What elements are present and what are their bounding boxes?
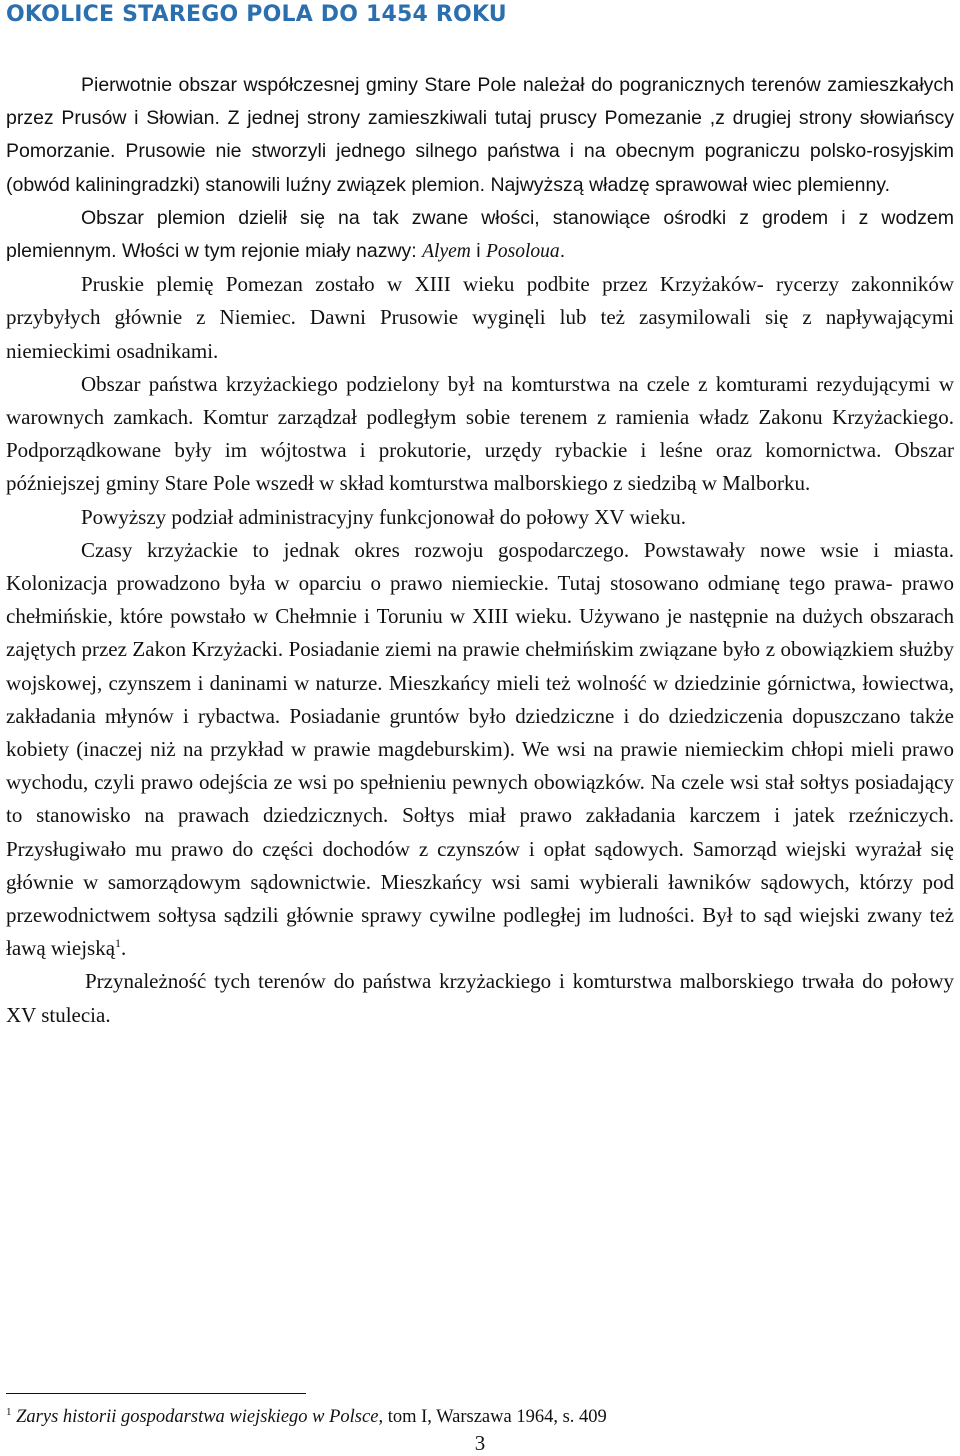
paragraph-2-text: Obszar plemion dzielił się na tak zwane włości, stanowiące ośrodki z grodem i z wodzem plemiennym. Włości w tym rejonie miały nazwy: (6, 206, 954, 263)
paragraph-3: Pruskie plemię Pomezan zostało w XIII wieku podbite przez Krzyżaków- rycerzy zakonników przybyłych głównie z Niemiec. Dawni Prusowie wyginęli lub też zasymilowali się z napływającymi niemieckimi osadnikami. (6, 272, 954, 363)
footnote-number: 1 (6, 1405, 12, 1418)
place-name-alyem: Alyem (422, 241, 471, 263)
place-name-posoloua: Posoloua (486, 241, 560, 263)
footnote (6, 1405, 607, 1429)
paragraph-6-end: . (121, 936, 127, 961)
paragraph-5: Powyższy podział administracyjny funkcjonował do połowy XV wieku. (81, 504, 687, 529)
paragraph-2-conjunction: i (470, 240, 487, 263)
paragraph-6 (6, 534, 954, 966)
footnote-title: Zarys historii gospodarstwa wiejskiego w Polsce (16, 1407, 379, 1427)
section-heading: OKOLICE STAREGO POLA DO 1454 ROKU (6, 2, 507, 27)
paragraph-4: Obszar państwa krzyżackiego podzielony był na komturstwa na czele z komturami rezydującymi w warownych zamkach. Komtur zarządzał podległym sobie terenem z ramienia władz Zakonu Krzyżackiego. Podporządkowane były im wójtostwa i prokutorie, urzędy rybackie i leśne oraz komornictwa. Obszar późniejszej gminy Stare Pole wszedł w skład komturstwa malborskiego z siedzibą w Malborku. (6, 371, 954, 496)
footnote-details: , tom I, Warszawa 1964, s. 409 (378, 1407, 607, 1427)
footnote-separator (6, 1393, 306, 1394)
paragraph-2 (6, 202, 954, 268)
paragraph-6-text: Czasy krzyżackie to jednak okres rozwoju gospodarczego. Powstawały nowe wsie i miasta. Kolonizacja prowadzono była w oparciu o prawo niemieckie. Tutaj stosowano odmianę tego prawa- prawo chełmińskie, które powstało w Chełmnie i Toruniu w XIII wieku. Używano je następnie na dużych obszarach zajętych przez Zakon Krzyżacki. Posiadanie ziemi na prawie chełmińskim związane było z obowiązkiem służby wojskowej, czynszem i daninami w naturze. Mieszkańcy mieli też wolność w dziedzinie górnictwa, łowiectwa, zakładania młynów i rybactwa. Posiadanie gruntów było dziedziczne i do dziedziczenia dopuszczano także kobiety (inaczej niż na przykład w prawie magdeburskim). We wsi na prawie niemieckim chłopi mieli prawo wychodu, czyli prawo odejścia ze wsi po spełnieniu pewnych obowiązków. Na czele wsi stał sołtys posiadający to stanowisko na prawach dziedzicznych. Sołtys miał prawo zakładania karczem i jatek rzeźniczych. Przysługiwało mu prawo do części dochodów z czynszów i opłat sądowych. Samorząd wiejski wyrażał się głównie w samorządowym sądownictwie. Mieszkańcy wsi sami wybierali ławników sądowych, którzy pod przewodnictwem sołtysa sądzili głównie sprawy cywilne podległej im ludności. Był to sąd wiejski zwany też ławą wiejską (6, 537, 954, 961)
paragraph-7: Przynależność tych terenów do państwa krzyżackiego i komturstwa malborskiego trwała do połowy XV stulecia. (6, 969, 954, 1027)
paragraph-1: Pierwotnie obszar współczesnej gminy Stare Pole należał do pogranicznych terenów zamieszkałych przez Prusów i Słowian. Z jednej strony zamieszkiwali tutaj pruscy Pomezanie ,z drugiej strony słowiańscy Pomorzanie. Prusowie nie stworzyli jednego silnego państwa i na obecnym pograniczu polsko-rosyjskim (obwód kaliningradzki) stanowili luźny związek plemion. Najwyższą władzę sprawował wiec plemienny. (6, 74, 954, 196)
footnote-reference[interactable]: 1 (115, 936, 122, 951)
body-text (6, 69, 954, 1032)
page-number: 3 (474, 1431, 486, 1455)
paragraph-2-end: . (559, 240, 566, 263)
